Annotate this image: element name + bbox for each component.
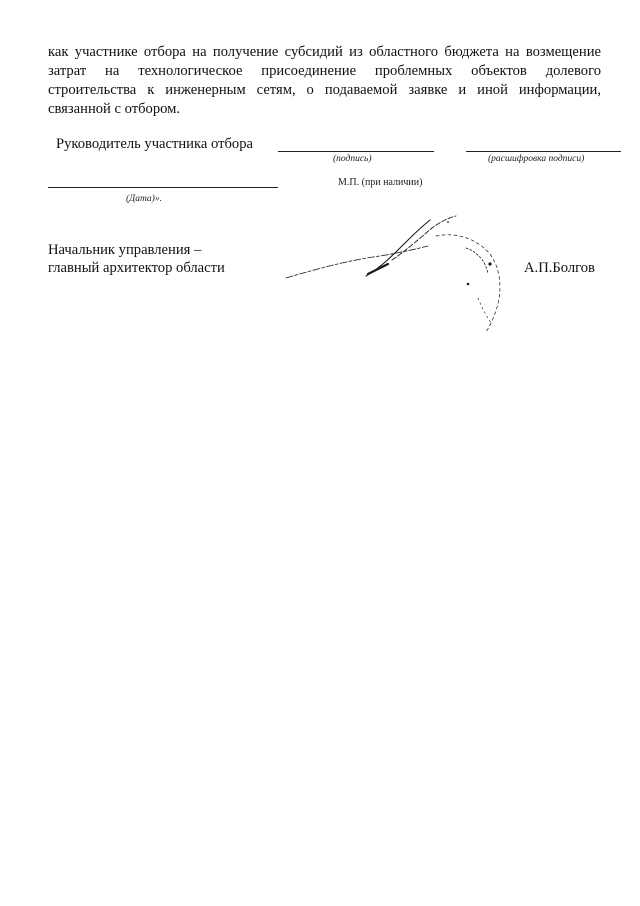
official-title-line-2: главный архитектор области: [48, 260, 225, 276]
signature-line: [278, 151, 434, 152]
signature-stroke-tail: [478, 298, 492, 324]
handwritten-signature: [280, 212, 520, 337]
date-caption: (Дата)».: [126, 194, 162, 204]
signature-stroke-long: [286, 246, 428, 278]
stamp-place-label: М.П. (при наличии): [338, 177, 423, 188]
official-title-line-1: Начальник управления –: [48, 242, 202, 258]
signature-caption: (подпись): [333, 154, 372, 164]
signatory-label: Руководитель участника отбора: [56, 136, 253, 152]
signature-decode-line: [466, 151, 621, 152]
paragraph-line-1: как участнике отбора на получение субсидий из областного бюджета на возмещение: [48, 44, 601, 60]
official-name: А.П.Болгов: [524, 260, 595, 276]
date-line: [48, 187, 278, 188]
signature-stroke-second: [392, 216, 456, 260]
paragraph-line-4: связанной с отбором.: [48, 101, 181, 117]
paragraph-line-3: строительства к инженерным сетям, о подаваемой заявке и иной информации,: [48, 82, 601, 98]
signature-stroke-accent: [368, 264, 388, 274]
signature-stroke-loop: [466, 248, 488, 274]
signature-decode-caption: (расшифровка подписи): [488, 154, 585, 164]
paragraph-line-2: затрат на технологическое присоединение проблемных объектов долевого: [48, 63, 601, 79]
